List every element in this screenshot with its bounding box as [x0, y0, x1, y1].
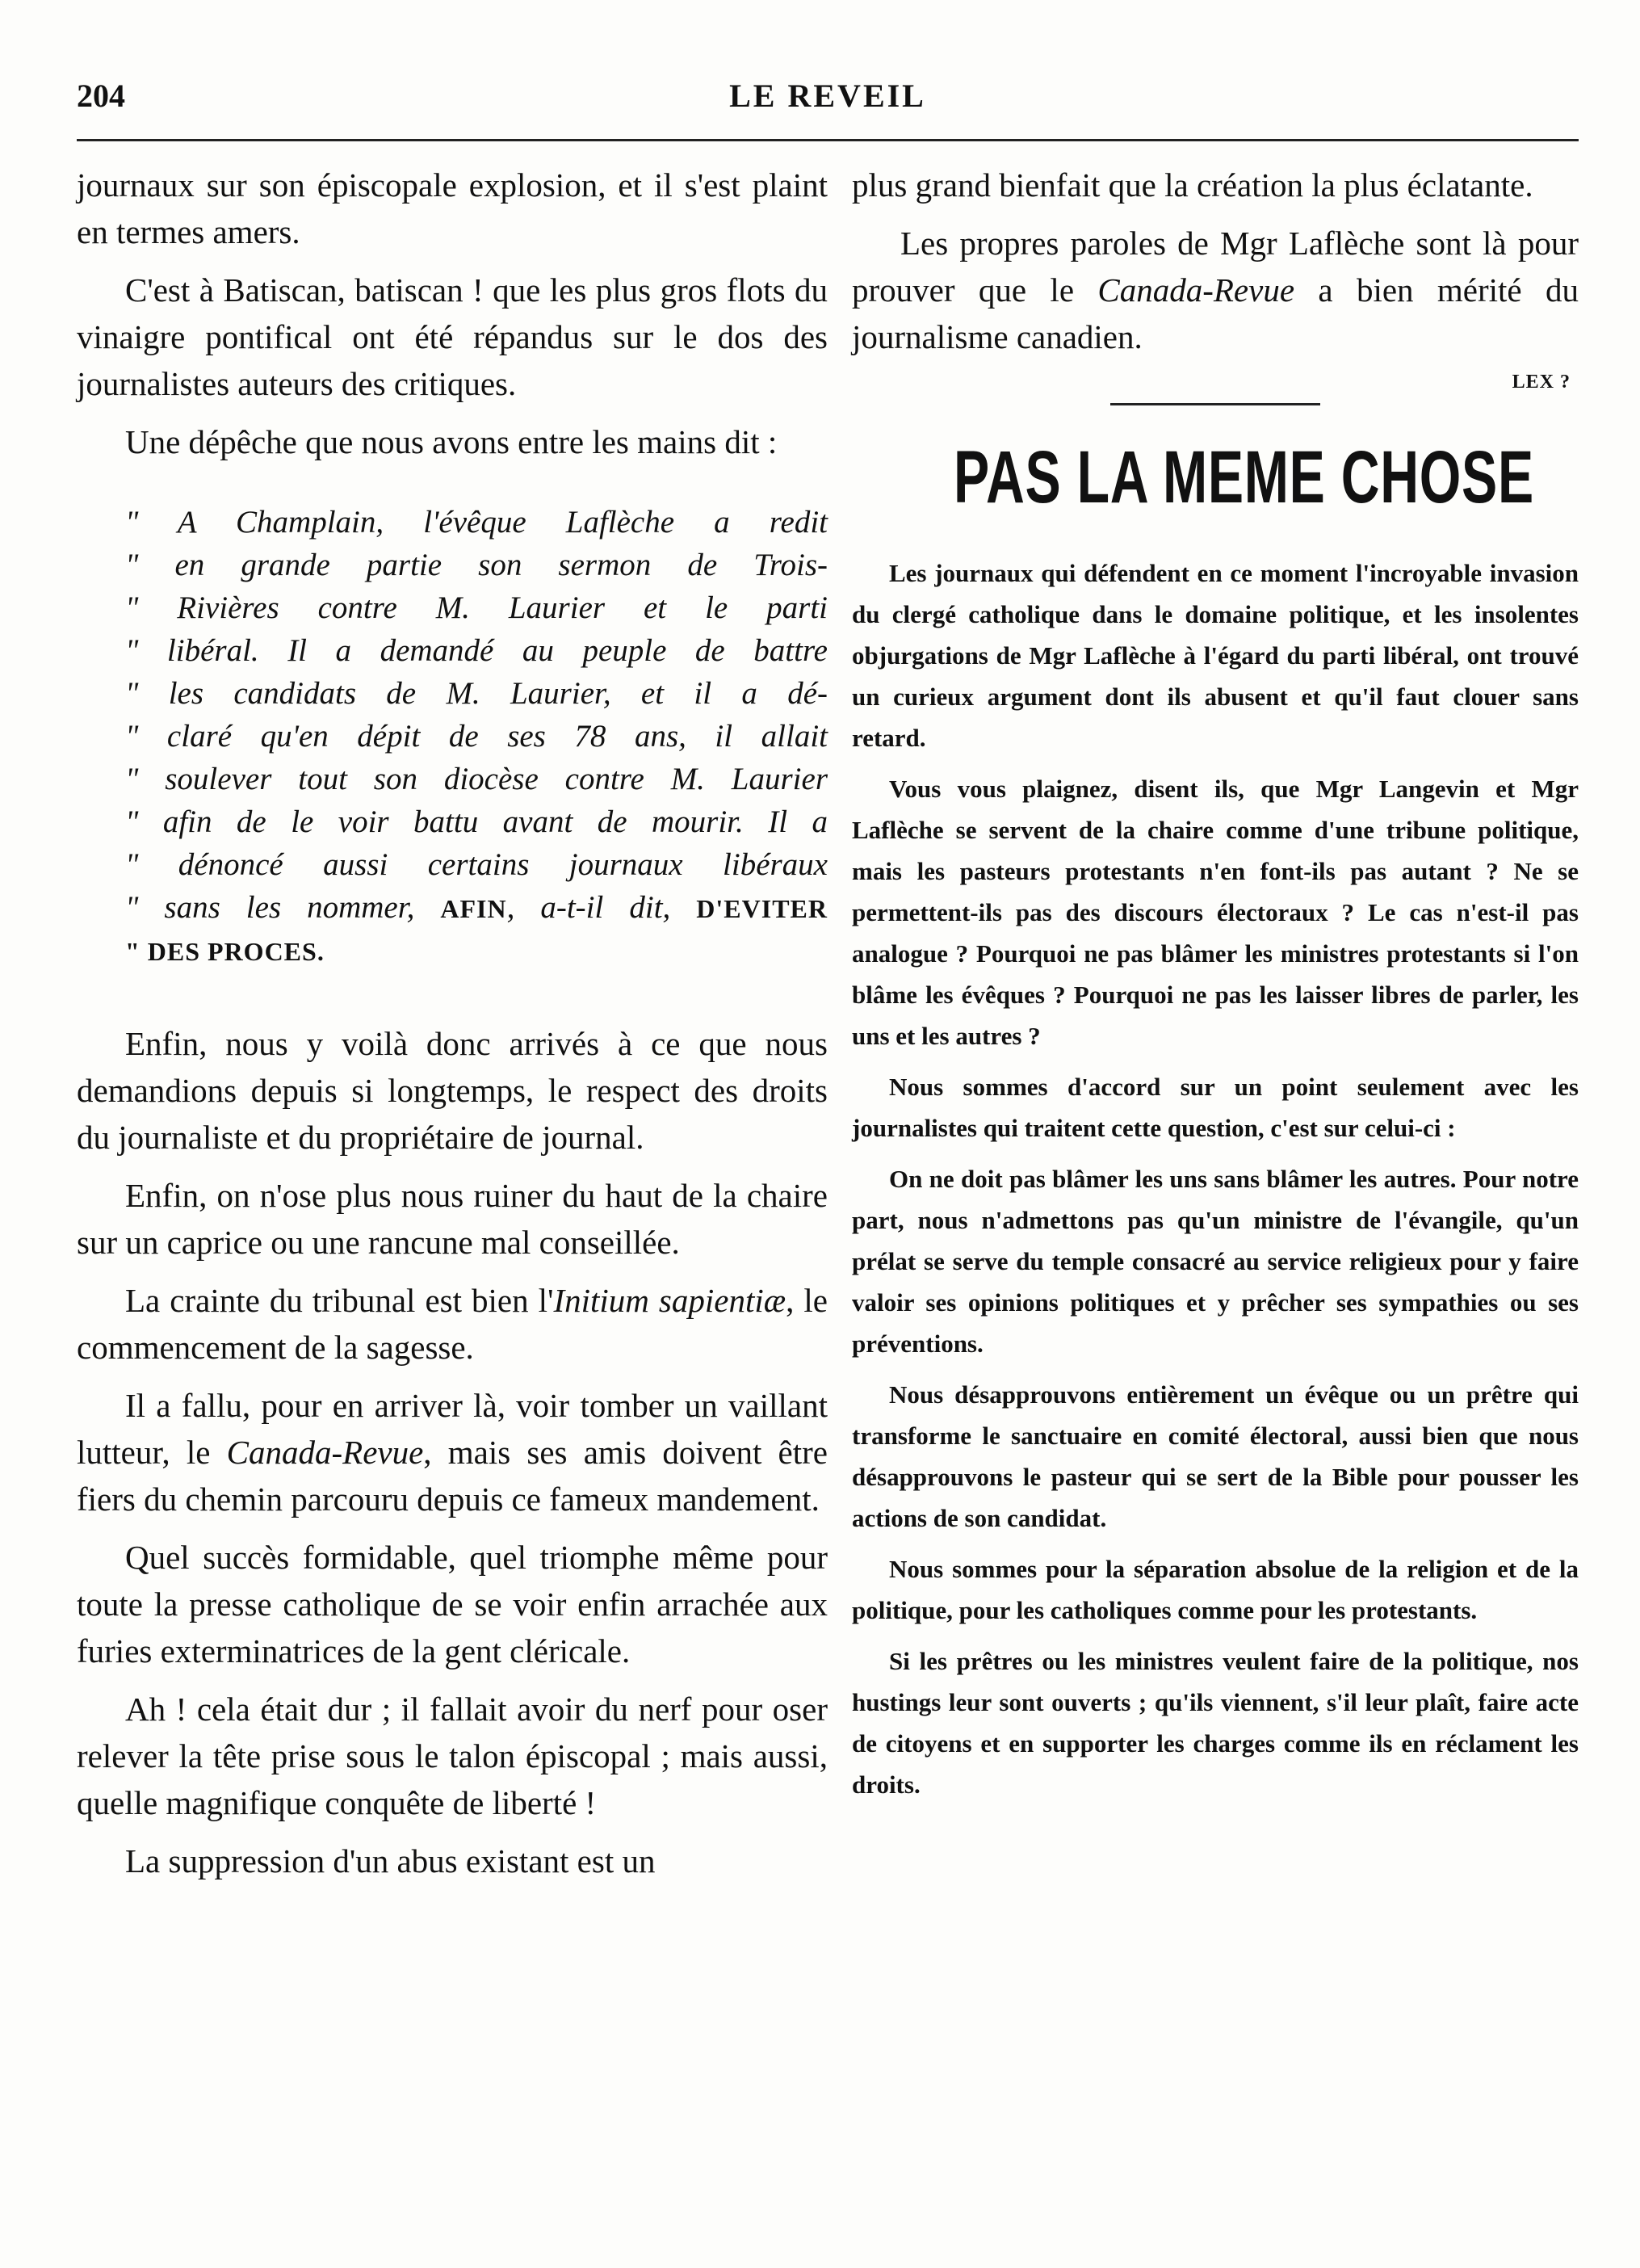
author-signature: LEX ?	[1512, 372, 1571, 393]
quote-line: " DES PROCES.	[125, 937, 325, 966]
paragraph	[77, 1277, 828, 1371]
paragraph	[852, 220, 1579, 360]
paragraph: Ah ! cela était dur ; il fallait avoir du nerf pour oser relever la tête prise sous le talon épiscopal ; mais aussi, quelle magnifique conquête de liberté !	[77, 1690, 828, 1821]
quote-line: " afin de le voir battu avant de mourir. Il a	[125, 804, 828, 839]
text-run: Les propres paroles de Mgr Laflèche sont là pour prouver que le	[852, 225, 1579, 309]
paragraph: Nous désapprouvons entièrement un évêque ou un prêtre qui transforme le sanctuaire en comité électoral, aussi bien que nous désapprouvons le pasteur qui se sert de la Bible pour pousser les actions de son candidat.	[852, 1380, 1579, 1532]
paragraph: Enfin, nous y voilà donc arrivés à ce que nous demandions depuis si longtemps, le respect des droits du journaliste et du propriétaire de journal.	[77, 1025, 828, 1156]
text-run: a bien mérité du journalisme canadien.	[852, 271, 1579, 355]
quote-line: " claré qu'en dépit de ses 78 ans, il allait	[125, 719, 828, 754]
quote-line: " soulever tout son diocèse contre M. Laurier	[125, 762, 828, 796]
paragraph: Quel succès formidable, quel triomphe même pour toute la presse catholique de se voir enfin arrachée aux furies exterminatrices de la gent cléricale.	[77, 1539, 828, 1670]
article-title: PAS LA MEME CHOSE	[954, 436, 1534, 519]
paragraph: Vous vous plaignez, disent ils, que Mgr Langevin et Mgr Laflèche se servent de la chaire comme d'une tribune politique, mais les pasteurs protestants n'en font-ils pas autant ? Ne se permettent-ils pas des discours électoraux ? Le cas n'est-il pas analogue ? Pourquoi ne pas blâmer les ministres protestants si l'on blâme les évêques ? Pourquoi ne pas les laisser libres de parler, les uns et les autres ?	[852, 775, 1579, 1050]
paragraph: On ne doit pas blâmer les uns sans blâmer les autres. Pour notre part, nous n'admettons pas qu'un ministre de l'évangile, qu'un prélat se serve du temple consacré au service religieux pour y faire valoir ses opinions politiques et y prêcher ses sympathies ou ses préventions.	[852, 1165, 1579, 1358]
paragraph: La suppression d'un abus existant est un	[125, 1842, 656, 1880]
text-run: , mais ses amis doivent être fiers du chemin parcouru depuis ce fameux mandement.	[77, 1434, 828, 1518]
text-run: Il a fallu, pour en arriver là, voir tomber un vaillant lutteur, le	[77, 1387, 828, 1471]
quote-line: " en grande partie son sermon de Trois-	[125, 548, 828, 582]
paragraph: plus grand bienfait que la création la plus éclatante.	[852, 166, 1533, 204]
paragraph: Si les prêtres ou les ministres veulent faire de la politique, nos hustings leur sont ouverts ; qu'ils viennent, s'il leur plaît, faire acte de citoyens et en supporter les charges comme ils en réclament les droits.	[852, 1647, 1579, 1799]
paragraph	[77, 1382, 828, 1522]
paragraph: Enfin, on n'ose plus nous ruiner du haut de la chaire sur un caprice ou une rancune mal conseillée.	[77, 1177, 828, 1261]
paragraph: Nous sommes d'accord sur un point seulement avec les journalistes qui traitent cette question, c'est sur celui-ci :	[852, 1073, 1579, 1142]
right-column	[852, 162, 1579, 1815]
publication-name: Canada-Revue	[226, 1434, 424, 1471]
quote-line: " Rivières contre M. Laurier et le parti	[125, 590, 828, 625]
quote-text: , a-t-il dit,	[506, 890, 697, 925]
paragraph: Nous sommes pour la séparation absolue de la religion et de la politique, pour les catholiques comme pour les protestants.	[852, 1555, 1579, 1624]
text-run: La crainte du tribunal est bien l'	[125, 1282, 554, 1319]
quote-line: " libéral. Il a demandé au peuple de battre	[125, 633, 828, 668]
dispatch-quote	[77, 501, 828, 973]
left-column	[77, 162, 828, 1896]
paragraph: Une dépêche que nous avons entre les mains dit :	[125, 423, 778, 460]
page-number: 204	[77, 78, 125, 114]
text-run: , le commencement de la sagesse.	[77, 1282, 828, 1366]
quote-text: " sans les nommer,	[125, 890, 441, 925]
page-header	[77, 77, 1579, 125]
publication-name: Canada-Revue	[1097, 271, 1295, 309]
running-title: LE REVEIL	[729, 78, 926, 114]
paragraph: C'est à Batiscan, batiscan ! que les plus gros flots du vinaigre pontifical ont été répandus sur le dos des journalistes auteurs des critiques.	[77, 271, 828, 402]
paragraph: Les journaux qui défendent en ce moment l'incroyable invasion du clergé catholique dans le domaine politique, et les insolentes objurgations de Mgr Laflèche à l'égard du parti libéral, ont trouvé un curieux argument dont ils abusent et qu'il faut clouer sans retard.	[852, 559, 1579, 752]
latin-phrase: Initium sapientiæ	[553, 1282, 786, 1319]
quote-line: " les candidats de M. Laurier, et il a dé-	[125, 676, 828, 711]
quote-emphasis: AFIN	[440, 894, 507, 923]
quote-line: " A Champlain, l'évêque Laflèche a redit	[125, 505, 828, 540]
quote-emphasis: D'EVITER	[696, 894, 828, 923]
section-divider	[1110, 403, 1320, 405]
quote-line: " dénoncé aussi certains journaux libéraux	[125, 847, 828, 882]
header-rule	[77, 139, 1579, 141]
paragraph: journaux sur son épiscopale explosion, et il s'est plaint en termes amers.	[77, 166, 828, 250]
quote-line	[77, 886, 828, 930]
